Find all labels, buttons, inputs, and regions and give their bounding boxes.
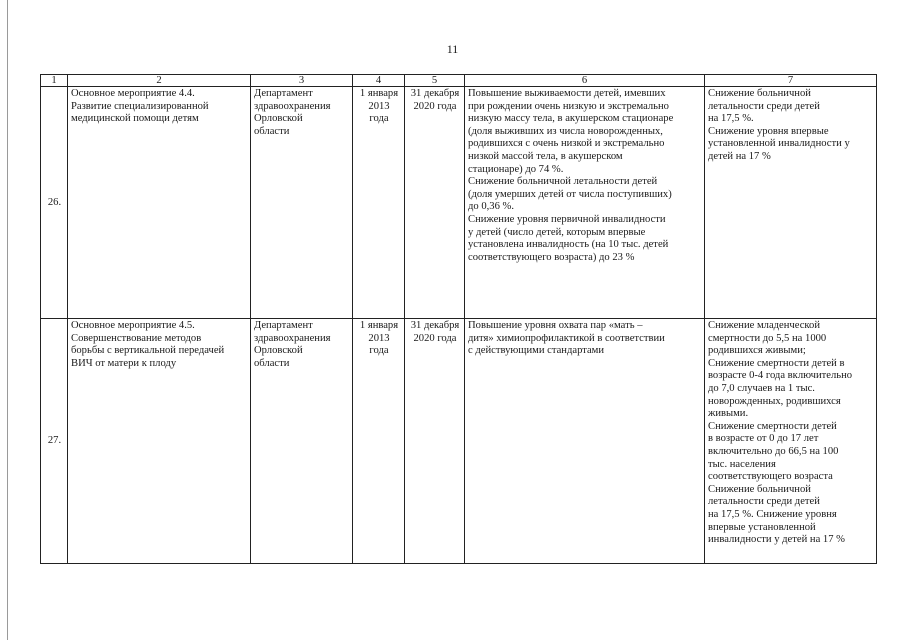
text-line: года: [369, 113, 389, 125]
text-line: летальности среди детей: [708, 100, 820, 112]
text-line: Развитие специализированной: [71, 100, 209, 112]
text-line: 31 декабря: [410, 88, 460, 99]
text-line: установленной инвалидности у: [708, 138, 850, 150]
row-number: 26.: [41, 87, 68, 319]
text-line: возрасте 0-4 года включительно: [708, 370, 853, 382]
table-row: [41, 319, 877, 564]
end-date-cell: [405, 87, 465, 319]
text-line: борьбы с вертикальной передачей: [71, 345, 225, 357]
expected-result-cell: [465, 87, 705, 319]
text-line: до 0,36 %.: [468, 201, 514, 213]
col-header-6: 6: [465, 75, 705, 87]
page-number: 11: [446, 42, 459, 56]
event-cell: [68, 87, 251, 319]
text-line: летальности среди детей: [708, 496, 820, 508]
text-line: Снижение больничной летальности детей: [468, 176, 658, 188]
page-margin-line: [7, 0, 8, 640]
text-line: медицинской помощи детям: [71, 113, 199, 125]
text-line: живыми.: [708, 408, 749, 420]
text-line: Повышение уровня охвата пар «мать –: [468, 320, 643, 331]
text-line: стационаре) до 74 %.: [468, 163, 564, 175]
text-line: при рождении очень низкую и экстремально: [468, 100, 669, 112]
text-line: 31 декабря: [410, 320, 460, 331]
text-line: (доля выживших из числа новорожденных,: [468, 125, 663, 137]
text-line: Орловской: [254, 113, 303, 125]
text-line: Снижение больничной: [708, 88, 811, 99]
text-line: новорожденных, родившихся: [708, 395, 841, 407]
text-line: соответствующего возраста) до 23 %: [468, 251, 635, 263]
text-line: 1 января: [359, 320, 399, 331]
start-date-cell: [353, 87, 405, 319]
text-line: смертности до 5,5 на 1000: [708, 332, 827, 344]
text-line: тыс. населения: [708, 458, 776, 470]
text-line: до 7,0 случаев на 1 тыс.: [708, 382, 815, 394]
text-line: 2020 года: [413, 100, 457, 112]
executor-cell: [251, 319, 353, 564]
column-number-row: [41, 75, 877, 87]
text-line: Снижение младенческой: [708, 320, 820, 331]
text-line: инвалидности у детей на 17 %: [708, 534, 845, 546]
text-line: низкую массу тела, в акушерском стационаре: [468, 113, 674, 125]
text-line: ВИЧ от матери к плоду: [71, 357, 177, 369]
end-date-cell: [405, 319, 465, 564]
event-cell: [68, 319, 251, 564]
measures-table: [40, 74, 877, 564]
col-header-2: 2: [68, 75, 251, 87]
start-date-cell: [353, 319, 405, 564]
text-line: соответствующего возраста: [708, 471, 833, 483]
text-line: Совершенствование методов: [71, 332, 202, 344]
text-line: с действующими стандартами: [468, 345, 605, 357]
executor-cell: [251, 87, 353, 319]
col-header-3: 3: [251, 75, 353, 87]
indicator-cell: [705, 319, 877, 564]
col-header-4: 4: [353, 75, 405, 87]
text-line: Основное мероприятие 4.4.: [71, 88, 195, 99]
text-line: области: [254, 357, 290, 369]
text-line: Департамент: [254, 88, 313, 99]
text-line: Снижение смертности детей в: [708, 357, 845, 369]
text-line: Повышение выживаемости детей, имевших: [468, 88, 666, 99]
text-line: на 17,5 %. Снижение уровня: [708, 508, 837, 520]
text-line: (доля умерших детей от числа поступивших): [468, 188, 672, 200]
expected-result-cell: [465, 319, 705, 564]
text-line: родившихся живыми;: [708, 345, 806, 357]
text-line: 2020 года: [413, 332, 457, 344]
text-line: у детей (число детей, которым впервые: [468, 226, 646, 238]
text-line: здравоохранения: [254, 332, 331, 344]
text-line: на 17,5 %.: [708, 113, 754, 125]
text-line: Основное мероприятие 4.5.: [71, 320, 195, 331]
text-line: 2013: [368, 332, 390, 344]
text-line: года: [369, 345, 389, 357]
text-line: Орловской: [254, 345, 303, 357]
text-line: включительно до 66,5 на 100: [708, 445, 839, 457]
text-line: дитя» химиопрофилактикой в соответствии: [468, 332, 665, 344]
text-line: низкой массой тела, в акушерском: [468, 150, 623, 162]
text-line: Снижение уровня впервые: [708, 125, 829, 137]
text-line: Снижение уровня первичной инвалидности: [468, 213, 666, 225]
text-line: в возрасте от 0 до 17 лет: [708, 433, 819, 445]
table-row: [41, 87, 877, 319]
text-line: Департамент: [254, 320, 313, 331]
text-line: 1 января: [359, 88, 399, 99]
row-number: 27.: [41, 319, 68, 564]
text-line: детей на 17 %: [708, 150, 771, 162]
text-line: Снижение больничной: [708, 483, 811, 495]
text-line: впервые установленной: [708, 521, 816, 533]
col-header-5: 5: [405, 75, 465, 87]
text-line: здравоохранения: [254, 100, 331, 112]
text-line: Снижение смертности детей: [708, 420, 837, 432]
text-line: родившихся с очень низкой и экстремально: [468, 138, 665, 150]
text-line: области: [254, 125, 290, 137]
col-header-1: 1: [41, 75, 68, 87]
col-header-7: 7: [705, 75, 877, 87]
indicator-cell: [705, 87, 877, 319]
text-line: установлена инвалидность (на 10 тыс. детей: [468, 239, 669, 251]
text-line: 2013: [368, 100, 390, 112]
